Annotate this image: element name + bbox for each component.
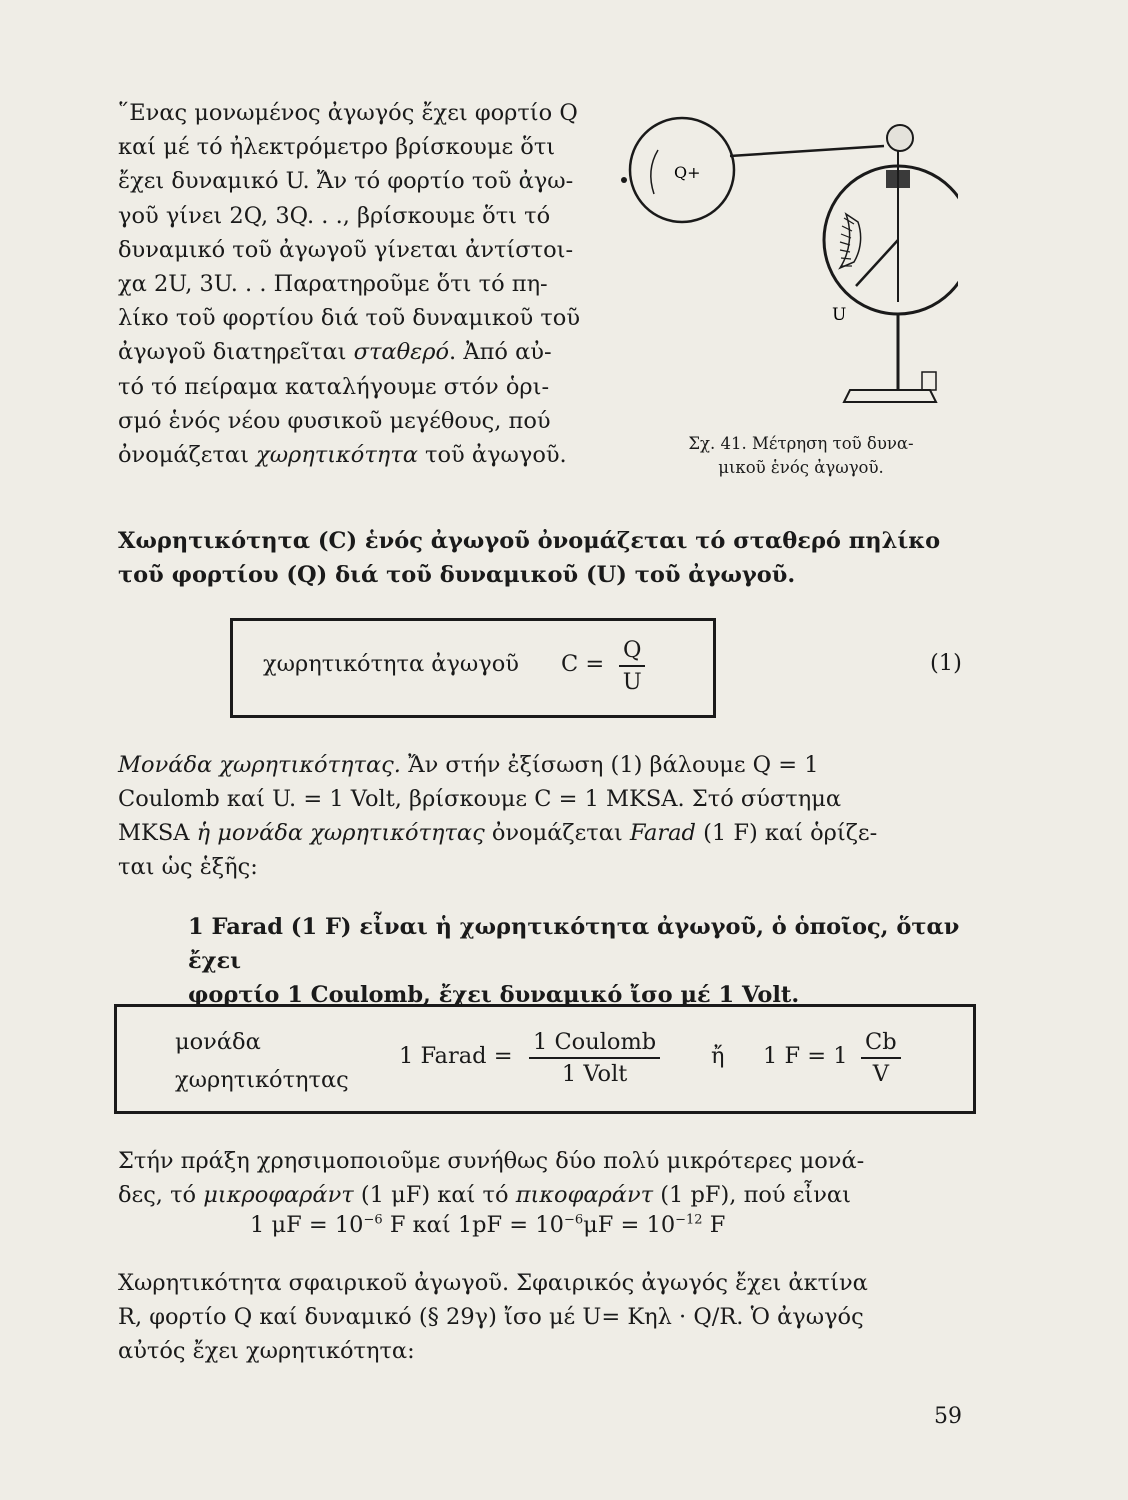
italic-term-capacitance: χωρητικότητα [256, 442, 418, 469]
practice-paragraph [118, 1144, 970, 1212]
intro-line-8-suffix: . Ἀπό αὐ- [449, 339, 552, 366]
sphere-charge-label: Q+ [674, 163, 701, 182]
intro-line-11-prefix: ὀνομάζεται [118, 442, 257, 469]
fraction-numerator: Q [619, 635, 645, 667]
practice-line-2-suffix: (1 pF), πού εἶναι [653, 1182, 851, 1208]
farad-lhs: 1 Farad = [399, 1043, 513, 1069]
practice-line-2 [118, 1178, 970, 1212]
intro-line-9: τό τό πείραμα καταλήγουμε στόν ὁρι- [118, 373, 550, 400]
connecting-wire [730, 146, 884, 156]
intro-line-3: ἔχει δυναμικό U. Ἄν τό φορτίο τοῦ ἀγω- [118, 168, 574, 195]
farad-definition-line-1: 1 Farad (1 F) εἶναι ἡ χωρητικότητα ἀγωγοῦ, ὁ ὁποῖος, ὅταν ἔχει [188, 914, 960, 974]
unit-label-line-2: χωρητικότητας [175, 1067, 349, 1093]
spherical-line-3: αὐτός ἔχει χωρητικότητα: [118, 1338, 415, 1364]
volt-denominator: 1 Volt [561, 1061, 628, 1087]
coulomb-numerator: 1 Coulomb [529, 1027, 660, 1059]
v-denominator: V [872, 1061, 889, 1087]
intro-line-4: γοῦ γίνει 2Q, 3Q. . ., βρίσκουμε ὅτι τό [118, 202, 551, 229]
intro-line-8-prefix: ἀγωγοῦ διατηρεῖται [118, 339, 354, 366]
intro-line-2: καί μέ τό ἠλεκτρόμετρο βρίσκουμε ὅτι [118, 134, 556, 161]
caption-line-2: μικοῦ ἑνός ἀγωγοῦ. [718, 458, 884, 477]
italic-unit-phrase: ἡ μονάδα χωρητικότητας [196, 820, 485, 846]
intro-line-1: ῞Ενας μονωμένος ἀγωγός ἔχει φορτίο Q [118, 100, 578, 126]
equation-label: χωρητικότητα ἀγωγοῦ [263, 651, 519, 677]
electrometer-case [824, 166, 958, 314]
italic-term-constant: σταθερό [353, 339, 450, 366]
capacitance-definition [118, 524, 970, 592]
unit-label-line-1: μονάδα [175, 1029, 261, 1055]
spherical-conductor-paragraph [118, 1266, 970, 1368]
spherical-line-2: R, φορτίο Q καί δυναμικό (§ 29γ) ἴσο μέ U= Κηλ · Q/R. Ὁ ἀγωγός [118, 1304, 864, 1330]
equation-lhs: C = [561, 651, 605, 677]
intro-line-7: λίκο τοῦ φορτίου διά τοῦ δυναμικοῦ τοῦ [118, 305, 581, 332]
unit-paragraph [118, 748, 970, 884]
unit-line-1 [118, 748, 970, 782]
italic-farad: Farad [629, 820, 696, 846]
formula-part-1: 1 μF = 10 [250, 1212, 364, 1238]
italic-microfarad: μικροφαράντ [203, 1182, 354, 1208]
unit-heading: Μονάδα χωρητικότητας. [118, 752, 401, 778]
intro-line-10: σμό ἑνός νέου φυσικοῦ μεγέθους, πού [118, 407, 551, 434]
definition-line-2: τοῦ φορτίου (Q) διά τοῦ δυναμικοῦ (U) τοῦ ἀγωγοῦ. [118, 562, 796, 588]
unit-line-1-rest: Ἄν στήν ἐξίσωση (1) βάλουμε Q = 1 [400, 752, 819, 778]
equation-number: (1) [930, 650, 962, 676]
italic-picofarad: πικοφαράντ [515, 1182, 654, 1208]
electrometer-base [844, 390, 936, 402]
practice-line-2-prefix: δες, τό [118, 1182, 204, 1208]
subunit-formula [250, 1212, 725, 1238]
fraction-denominator: U [622, 669, 642, 695]
unit-line-3-suffix: (1 F) καί ὁρίζε- [695, 820, 878, 846]
electrometer-knob [887, 125, 913, 151]
intro-line-6: χα 2U, 3U. . . Παρατηροῦμε ὅτι τό πη- [118, 271, 548, 298]
formula-exponent-3: −12 [675, 1212, 703, 1228]
cb-over-v-fraction [861, 1027, 901, 1089]
practice-line-2-mid: (1 μF) καί τό [353, 1182, 516, 1208]
unit-line-4: ται ὡς ἑξῆς: [118, 854, 258, 880]
cb-numerator: Cb [861, 1027, 901, 1059]
page-number: 59 [934, 1404, 962, 1429]
formula-part-2: F καί 1pF = 10 [382, 1212, 564, 1238]
unit-label [175, 1023, 349, 1099]
intro-line-5: δυναμικό τοῦ ἀγωγοῦ γίνεται ἀντίστοι- [118, 236, 574, 263]
farad-definition-line-2: φορτίο 1 Coulomb, ἔχει δυναμικό ἴσο μέ 1 Volt. [188, 982, 800, 1008]
caption-line-1: Σχ. 41. Μέτρηση τοῦ δυνα- [688, 434, 914, 453]
farad-definition [188, 910, 970, 1012]
f-lhs: 1 F = 1 [763, 1043, 848, 1069]
formula-part-3: μF = 10 [583, 1212, 676, 1238]
base-clamp [922, 372, 936, 390]
or-word: ἤ [711, 1043, 725, 1069]
electrometer-needle [856, 240, 898, 286]
coulomb-over-volt-fraction [529, 1027, 660, 1089]
intro-line-11 [118, 438, 606, 472]
sphere-contact-point [621, 177, 627, 183]
farad-equation-box [114, 1004, 976, 1114]
scale-ticks [840, 218, 854, 266]
unit-line-3-mid: ὀνομάζεται [484, 820, 630, 846]
definition-line-1: Χωρητικότητα (C) ἑνός ἀγωγοῦ ὀνομάζεται τό σταθερό πηλίκο [118, 528, 941, 554]
intro-line-8 [118, 335, 606, 369]
unit-line-2: Coulomb καί U. = 1 Volt, βρίσκουμε C = 1 MKSA. Στό σύστημα [118, 786, 842, 812]
q-over-u-fraction [619, 635, 645, 697]
sphere-shading [651, 150, 658, 194]
practice-line-1: Στήν πράξη χρησιμοποιοῦμε συνήθως δύο πολύ μικρότερες μονά- [118, 1148, 865, 1174]
intro-line-11-suffix: τοῦ ἀγωγοῦ. [417, 442, 567, 469]
unit-line-3-prefix: MKSA [118, 820, 197, 846]
spherical-line-1: Χωρητικότητα σφαιρικοῦ ἀγωγοῦ. Σφαιρικός ἀγωγός ἔχει ἀκτίνα [118, 1270, 868, 1296]
intro-paragraph [118, 96, 606, 472]
formula-exponent-1: −6 [363, 1212, 383, 1228]
unit-line-3 [118, 816, 970, 850]
formula-part-4: F [702, 1212, 726, 1238]
formula-exponent-2: −6 [563, 1212, 584, 1228]
electrometer-figure [618, 90, 958, 420]
potential-label: U [832, 305, 847, 325]
figure-caption [636, 432, 966, 480]
capacitance-equation-box [230, 618, 716, 718]
